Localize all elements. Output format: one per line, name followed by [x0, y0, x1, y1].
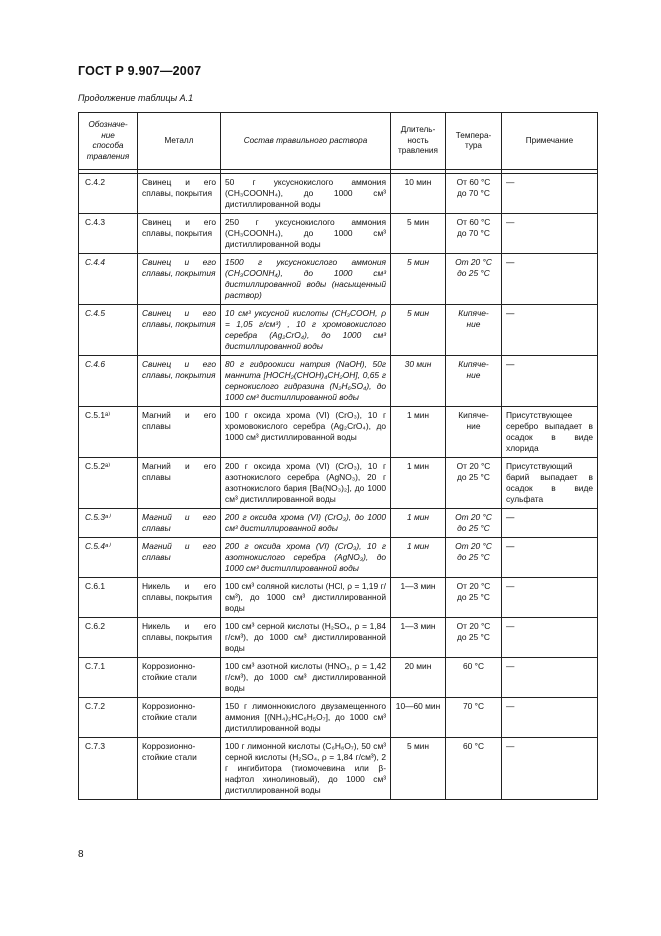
metal-cell: Коррозионно-стойкие стали [138, 698, 221, 738]
metal-cell: Магний и его сплавы [138, 509, 221, 538]
metal-cell: Свинец и его сплавы, покрытия [138, 214, 221, 254]
header-solution-composition: Состав травильного раствора [221, 113, 391, 170]
duration-cell: 10 мин [391, 174, 446, 214]
duration-cell: 5 мин [391, 305, 446, 356]
metal-cell: Магний и его сплавы [138, 458, 221, 509]
temperature-cell: 60 °С [446, 738, 502, 800]
note-cell: — [502, 658, 598, 698]
method-code-cell: C.7.3 [79, 738, 138, 800]
temperature-cell: От 20 °С до 25 °С [446, 538, 502, 578]
table-row [79, 305, 598, 356]
temperature-cell: От 20 °С до 25 °С [446, 254, 502, 305]
metal-cell: Свинец и его сплавы, покрытия [138, 305, 221, 356]
composition-cell: 200 г оксида хрома (VI) (CrO₃), 10 г азотнокислого серебра (AgNO₃), 20 г азотнокислого бария [Ba(NO₃)₂], до 1000 см³ дистиллированной воды [221, 458, 391, 509]
temperature-cell: Кипяче- ние [446, 407, 502, 458]
duration-cell: 1 мин [391, 538, 446, 578]
note-cell: — [502, 356, 598, 407]
composition-cell: 200 г оксида хрома (VI) (CrO₃), 10 г азотнокислого серебра (AgNO₃), до 1000 см³ дистиллированной воды [221, 538, 391, 578]
duration-cell: 5 мин [391, 738, 446, 800]
method-code-cell: C.5.1ᵃ⁾ [79, 407, 138, 458]
duration-cell: 1—3 мин [391, 618, 446, 658]
note-cell: — [502, 254, 598, 305]
duration-cell: 1 мин [391, 458, 446, 509]
method-code-cell: C.4.6 [79, 356, 138, 407]
metal-cell: Никель и его сплавы, покрытия [138, 578, 221, 618]
table-row [79, 174, 598, 214]
table-header-row [79, 113, 598, 170]
metal-cell: Магний и его сплавы [138, 407, 221, 458]
temperature-cell: От 20 °С до 25 °С [446, 458, 502, 509]
metal-cell: Коррозионно-стойкие стали [138, 738, 221, 800]
table-row [79, 407, 598, 458]
method-code-cell: C.5.2ᵃ⁾ [79, 458, 138, 509]
composition-cell: 1500 г уксуснокислого аммония (CH₃COONH₄), до 1000 см³ дистиллированной воды (насыщенный раствор) [221, 254, 391, 305]
method-code-cell: C.4.2 [79, 174, 138, 214]
temperature-cell: От 20 °С до 25 °С [446, 578, 502, 618]
method-code-cell: C.4.4 [79, 254, 138, 305]
etching-methods-table [78, 112, 598, 800]
header-method-code: Обозначе- ние способа травления [79, 113, 138, 170]
composition-cell: 100 см³ азотной кислоты (HNO₃, ρ = 1,42 г/см³), до 1000 см³ дистиллированной воды [221, 658, 391, 698]
temperature-cell: 70 °С [446, 698, 502, 738]
duration-cell: 1 мин [391, 509, 446, 538]
method-code-cell: C.5.3ᵃ⁾ [79, 509, 138, 538]
note-cell: Присутствующее серебро выпадает в осадок в виде хлорида [502, 407, 598, 458]
temperature-cell: Кипяче- ние [446, 305, 502, 356]
method-code-cell: C.6.2 [79, 618, 138, 658]
metal-cell: Магний и его сплавы [138, 538, 221, 578]
composition-cell: 200 г оксида хрома (VI) (CrO₃), до 1000 см³ дистиллированной воды [221, 509, 391, 538]
table-row [79, 738, 598, 800]
note-cell: — [502, 305, 598, 356]
method-code-cell: C.7.1 [79, 658, 138, 698]
table-row [79, 538, 598, 578]
duration-cell: 1 мин [391, 407, 446, 458]
method-code-cell: C.6.1 [79, 578, 138, 618]
temperature-cell: От 60 °С до 70 °С [446, 174, 502, 214]
duration-cell: 1—3 мин [391, 578, 446, 618]
note-cell: — [502, 214, 598, 254]
header-note: Примечание [502, 113, 598, 170]
header-duration: Длитель- ность травления [391, 113, 446, 170]
table-row [79, 458, 598, 509]
table-continuation-caption: Продолжение таблицы А.1 [78, 93, 194, 103]
duration-cell: 5 мин [391, 254, 446, 305]
method-code-cell: C.4.3 [79, 214, 138, 254]
composition-cell: 100 г оксида хрома (VI) (CrO₃), 10 г хромовокислого серебра (Ag₂CrO₄), до 1000 см³ дистиллированной воды [221, 407, 391, 458]
duration-cell: 20 мин [391, 658, 446, 698]
page-number: 8 [78, 849, 84, 860]
composition-cell: 100 г лимонной кислоты (C₆H₈O₇), 50 см³ серной кислоты (H₂SO₄, ρ = 1,84 г/см³), 2 г ингибитора (тиомочевина или β-нафтол хинолиновый), до 1000 см³ дистиллированной воды [221, 738, 391, 800]
note-cell: — [502, 698, 598, 738]
metal-cell: Никель и его сплавы, покрытия [138, 618, 221, 658]
note-cell: Присутствующий барий выпадает в осадок в виде сульфата [502, 458, 598, 509]
composition-cell: 150 г лимоннокислого двузамещенного аммония [(NH₄)₂HC₆H₅O₇], до 1000 см³ дистиллированной воды [221, 698, 391, 738]
table-row [79, 509, 598, 538]
duration-cell: 30 мин [391, 356, 446, 407]
composition-cell: 100 см³ соляной кислоты (HCl, ρ = 1,19 г/см³), до 1000 см³ дистиллированной воды [221, 578, 391, 618]
method-code-cell: C.7.2 [79, 698, 138, 738]
header-temperature: Темпера- тура [446, 113, 502, 170]
composition-cell: 80 г гидроокиси натрия (NaOH), 50г маннита [HOCH₂(CHOH)₄CH₂OH], 0,65 г сернокислого гидразина (N₂H₆SO₄), до 1000 см³ дистиллированной воды [221, 356, 391, 407]
metal-cell: Свинец и его сплавы, покрытия [138, 254, 221, 305]
note-cell: — [502, 618, 598, 658]
duration-cell: 5 мин [391, 214, 446, 254]
table-row [79, 578, 598, 618]
document-title: ГОСТ Р 9.907—2007 [78, 64, 202, 78]
header-metal: Металл [138, 113, 221, 170]
note-cell: — [502, 738, 598, 800]
temperature-cell: От 60 °С до 70 °С [446, 214, 502, 254]
table-row [79, 214, 598, 254]
metal-cell: Коррозионно-стойкие стали [138, 658, 221, 698]
metal-cell: Свинец и его сплавы, покрытия [138, 174, 221, 214]
composition-cell: 100 см³ серной кислоты (H₂SO₄, ρ = 1,84 г/см³), до 1000 см³ дистиллированной воды [221, 618, 391, 658]
temperature-cell: 60 °С [446, 658, 502, 698]
temperature-cell: От 20 °С до 25 °С [446, 618, 502, 658]
note-cell: — [502, 578, 598, 618]
metal-cell: Свинец и его сплавы, покрытия [138, 356, 221, 407]
composition-cell: 250 г уксуснокислого аммония (CH₃COONH₄), до 1000 см³ дистиллированной воды [221, 214, 391, 254]
composition-cell: 10 см³ уксусной кислоты (CH₃COOH, ρ = 1,05 г/см³) , 10 г хромовокислого серебра (Ag₂CrO₄), до 1000 см³ дистиллированной воды [221, 305, 391, 356]
temperature-cell: Кипяче- ние [446, 356, 502, 407]
method-code-cell: C.4.5 [79, 305, 138, 356]
table-row [79, 618, 598, 658]
duration-cell: 10—60 мин [391, 698, 446, 738]
composition-cell: 50 г уксуснокислого аммония (CH₃COONH₄), до 1000 см³ дистиллированной воды [221, 174, 391, 214]
temperature-cell: От 20 °С до 25 °С [446, 509, 502, 538]
table-row [79, 254, 598, 305]
table-row [79, 356, 598, 407]
note-cell: — [502, 538, 598, 578]
note-cell: — [502, 174, 598, 214]
table-row [79, 698, 598, 738]
method-code-cell: C.5.4ᵃ⁾ [79, 538, 138, 578]
table-row [79, 658, 598, 698]
note-cell: — [502, 509, 598, 538]
